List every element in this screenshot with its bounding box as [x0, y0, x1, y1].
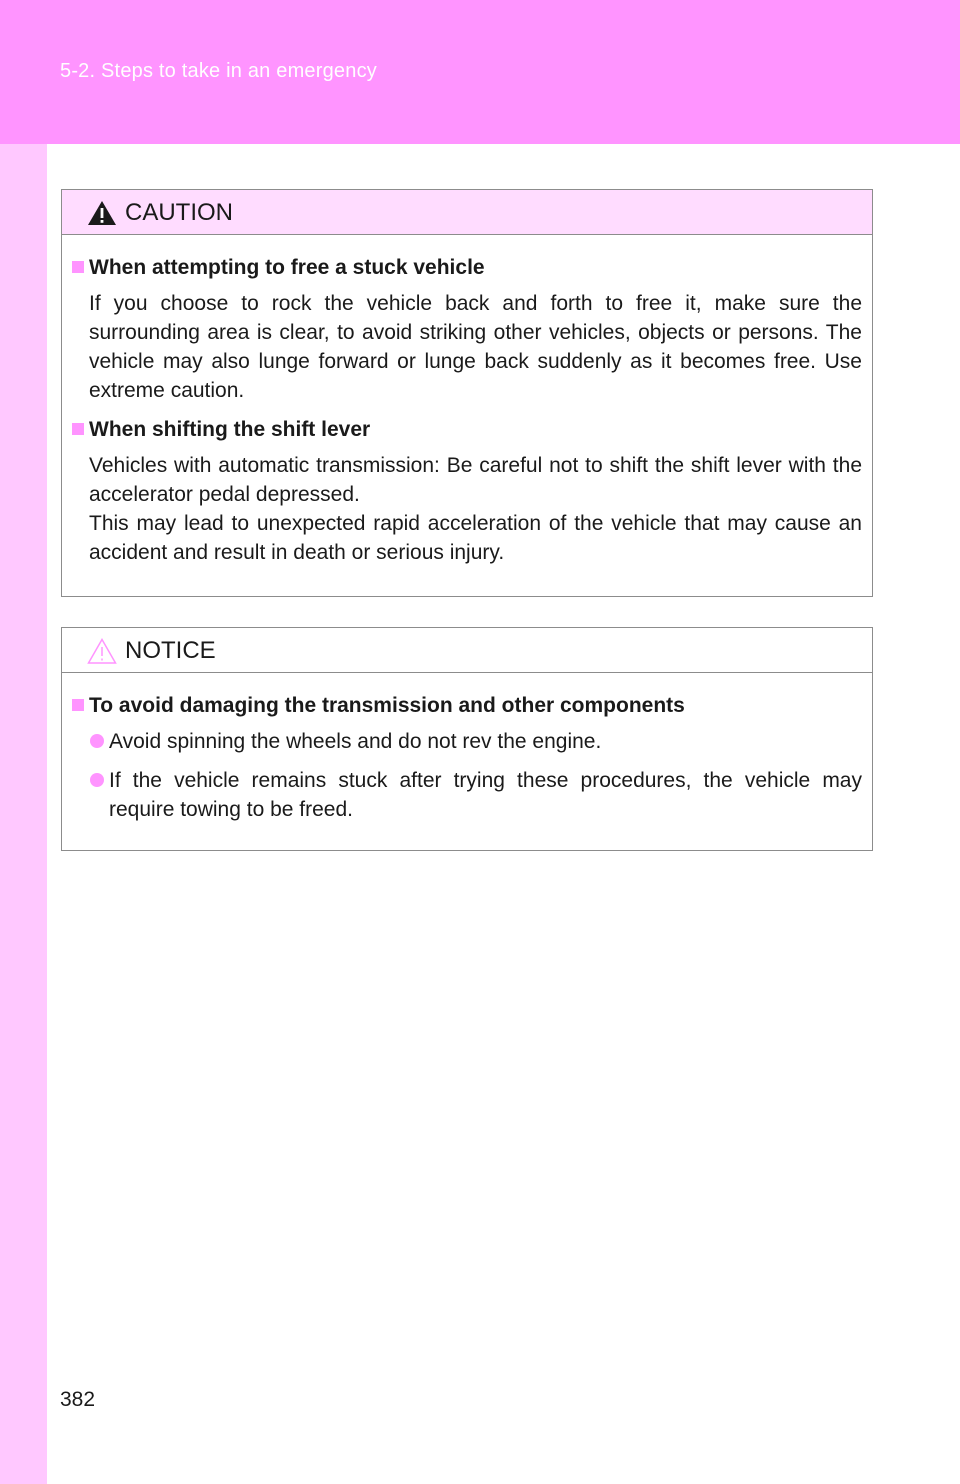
notice-header — [62, 628, 872, 673]
circle-bullet-icon — [90, 773, 104, 787]
caution-item-heading — [72, 415, 862, 444]
caution-item-line: This may lead to unexpected rapid acceleration of the vehicle that may cause an accident and result in death or serious injury. — [89, 512, 862, 564]
notice-body — [62, 673, 872, 824]
warning-triangle-outline-icon — [87, 638, 117, 664]
caution-body — [62, 235, 872, 567]
section-title: 5-2. Steps to take in an emergency — [60, 60, 377, 82]
square-bullet-icon — [72, 261, 84, 273]
caution-title: CAUTION — [125, 199, 233, 226]
warning-triangle-filled-icon — [87, 200, 117, 226]
square-bullet-icon — [72, 423, 84, 435]
caution-box — [61, 189, 873, 597]
page-header — [0, 0, 960, 144]
caution-item-heading-text: When attempting to free a stuck vehicle — [89, 256, 485, 279]
caution-item-text: If you choose to rock the vehicle back and forth to free it, make sure the surrounding area is clear, to avoid striking other vehicles, objects or persons. The vehicle may also lunge forward or lunge back suddenly as it becomes free. Use extreme caution. — [89, 292, 862, 402]
caution-item-heading — [72, 253, 862, 282]
notice-bullet-text: Avoid spinning the wheels and do not rev the engine. — [109, 730, 602, 753]
notice-bullet-text: If the vehicle remains stuck after trying these procedures, the vehicle may require towing to be freed. — [109, 769, 862, 821]
caution-item-heading-text: When shifting the shift lever — [89, 418, 371, 441]
square-bullet-icon — [72, 699, 84, 711]
notice-heading — [72, 691, 862, 720]
notice-box — [61, 627, 873, 851]
notice-bullet — [72, 766, 862, 824]
caution-header — [62, 190, 872, 235]
caution-item-line: Vehicles with automatic transmission: Be careful not to shift the shift lever with the accelerator pedal depressed. — [89, 454, 862, 506]
circle-bullet-icon — [90, 734, 104, 748]
page-number: 382 — [60, 1388, 96, 1411]
caution-item-text — [72, 451, 862, 567]
notice-heading-text: To avoid damaging the transmission and other components — [89, 694, 685, 717]
side-tab-strip — [0, 144, 47, 1484]
notice-bullet — [72, 727, 862, 756]
notice-title: NOTICE — [125, 637, 216, 664]
